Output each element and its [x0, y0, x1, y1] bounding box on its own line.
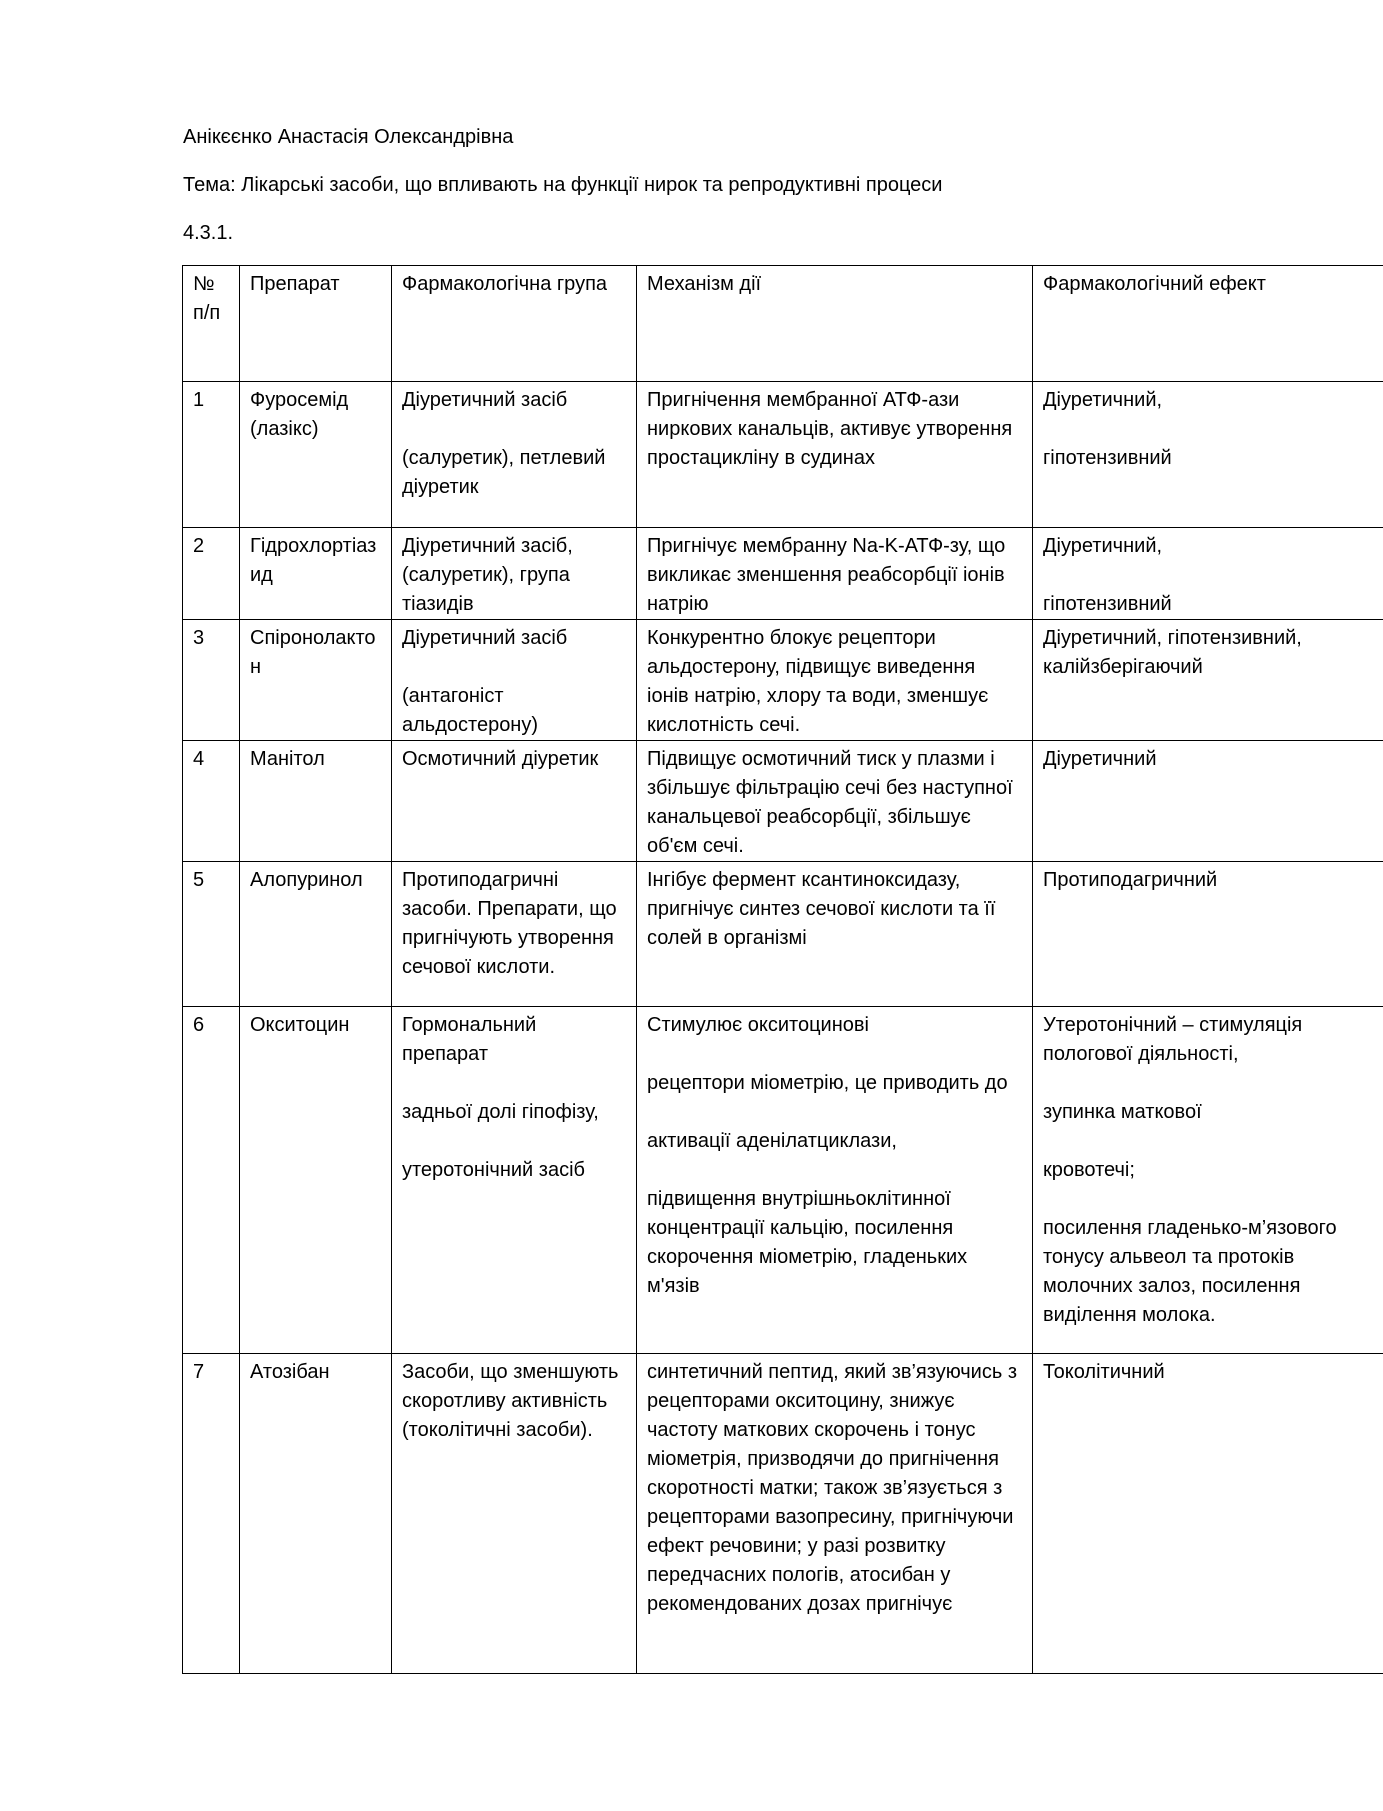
section-number: 4.3.1. — [183, 222, 234, 244]
row-effect: Діуретичний, гіпотензивний, калійзберігаючий — [1033, 620, 1383, 741]
table-header-row — [183, 266, 1383, 382]
row-drug: Окситоцин — [240, 1007, 392, 1354]
row-mechanism: синтетичний пептид, який зв’язуючись з рецепторами окситоцину, знижує частоту маткових скорочень і тонус міометрія, призводячи до пригнічення скоротності матки; також зв’язується з рецепторами вазопресину, пригнічуючи ефект речовини; у разі розвитку передчасних пологів, атосибан у рекомендованих дозах пригнічує — [637, 1354, 1033, 1674]
row-mechanism: Стимулює окситоцинові рецептори міометрію, це приводить до активації аденілатциклази, підвищення внутрішньоклітинної концентрації кальцію, посилення скорочення міометрію, гладеньких м'язів — [637, 1007, 1033, 1354]
row-group: Діуретичний засіб, (салуретик), група тіазидів — [392, 528, 637, 620]
row-mechanism: Підвищує осмотичний тиск у плазми і збільшує фільтрацію сечі без наступної канальцевої реабсорбції, збільшує об'єм сечі. — [637, 741, 1033, 862]
row-number: 3 — [183, 620, 240, 741]
row-effect: Утеротонічний – стимуляція пологової діяльності, зупинка маткової кровотечі; посилення гладенько-м’язового тонусу альвеол та протоків молочних залоз, посилення виділення молока. — [1033, 1007, 1383, 1354]
row-group: Діуретичний засіб (антагоніст альдостерону) — [392, 620, 637, 741]
header-drug: Препарат — [240, 266, 392, 382]
row-mechanism: Конкурентно блокує рецептори альдостерону, підвищує виведення іонів натрію, хлору та води, зменшує кислотність сечі. — [637, 620, 1033, 741]
row-drug: Алопуринол — [240, 862, 392, 1007]
row-effect: Токолітичний — [1033, 1354, 1383, 1674]
row-mechanism: Пригнічує мембранну Na-K-АТФ-зу, що викликає зменшення реабсорбції іонів натрію — [637, 528, 1033, 620]
row-drug: Гідрохлортіазид — [240, 528, 392, 620]
row-mechanism: Інгібує фермент ксантиноксидазу, пригнічує синтез сечової кислоти та її солей в організмі — [637, 862, 1033, 1007]
row-effect: Діуретичний, гіпотензивний — [1033, 382, 1383, 528]
row-number: 4 — [183, 741, 240, 862]
table-row — [183, 620, 1383, 741]
topic-line: Тема: Лікарські засоби, що впливають на функції нирок та репродуктивні процеси — [183, 174, 943, 196]
row-group: Гормональний препарат задньої долі гіпофізу, утеротонічний засіб — [392, 1007, 637, 1354]
row-drug: Фуросемід (лазікс) — [240, 382, 392, 528]
drug-table-wrapper — [182, 265, 1337, 1674]
row-number: 6 — [183, 1007, 240, 1354]
table-row — [183, 741, 1383, 862]
header-group: Фармакологічна група — [392, 266, 637, 382]
table-row — [183, 1007, 1383, 1354]
row-number: 5 — [183, 862, 240, 1007]
row-drug: Атозібан — [240, 1354, 392, 1674]
row-drug: Манітол — [240, 741, 392, 862]
row-effect: Протиподагричний — [1033, 862, 1383, 1007]
table-row — [183, 382, 1383, 528]
author-name: Анікєєнко Анастасія Олександрівна — [183, 126, 514, 148]
table-row — [183, 862, 1383, 1007]
row-number: 2 — [183, 528, 240, 620]
row-drug: Спіронолактон — [240, 620, 392, 741]
table-row — [183, 1354, 1383, 1674]
row-group: Засоби, що зменшують скоротливу активність (токолітичні засоби). — [392, 1354, 637, 1674]
row-group: Діуретичний засіб (салуретик), петлевий діуретик — [392, 382, 637, 528]
table-row — [183, 528, 1383, 620]
row-number: 1 — [183, 382, 240, 528]
header-mechanism: Механізм дії — [637, 266, 1033, 382]
row-number: 7 — [183, 1354, 240, 1674]
row-effect: Діуретичний — [1033, 741, 1383, 862]
header-effect: Фармакологічний ефект — [1033, 266, 1383, 382]
header-number: № п/п — [183, 266, 240, 382]
row-group: Протиподагричні засоби. Препарати, що пригнічують утворення сечової кислоти. — [392, 862, 637, 1007]
row-effect: Діуретичний, гіпотензивний — [1033, 528, 1383, 620]
row-group: Осмотичний діуретик — [392, 741, 637, 862]
row-mechanism: Пригнічення мембранної АТФ-ази ниркових канальців, активує утворення простацикліну в судинах — [637, 382, 1033, 528]
drug-table — [182, 265, 1383, 1674]
